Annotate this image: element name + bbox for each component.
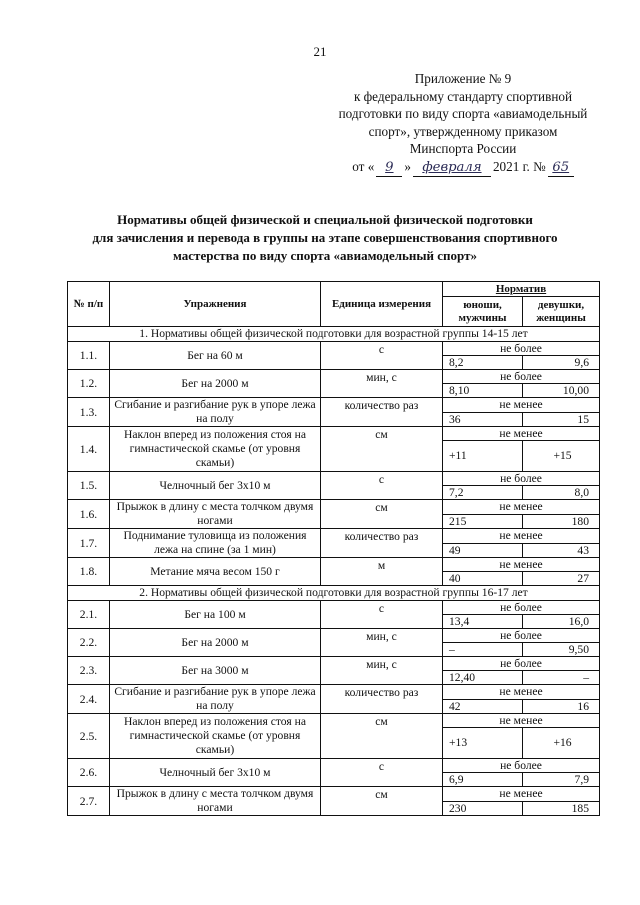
unit-of-measure: мин, с bbox=[321, 629, 443, 657]
table-row bbox=[68, 472, 600, 486]
header-exercise: Упражнения bbox=[110, 282, 321, 327]
norm-girls: 185 bbox=[523, 801, 600, 816]
norm-girls: 27 bbox=[523, 572, 600, 586]
appendix-line: Минспорта России bbox=[409, 141, 517, 156]
row-number: 1.4. bbox=[68, 427, 110, 472]
exercise-name: Бег на 60 м bbox=[110, 342, 321, 370]
row-number: 2.4. bbox=[68, 685, 110, 714]
table-row bbox=[68, 500, 600, 515]
norm-girls: 16,0 bbox=[523, 615, 600, 629]
row-number: 1.1. bbox=[68, 342, 110, 370]
appendix-line: к федеральному стандарту спортивной bbox=[353, 88, 573, 104]
unit-of-measure: количество раз bbox=[321, 398, 443, 427]
norm-boys: +11 bbox=[443, 441, 523, 472]
norm-condition: не менее bbox=[443, 787, 600, 802]
header-girls: девушки, женщины bbox=[523, 297, 600, 327]
row-number: 1.6. bbox=[68, 500, 110, 529]
exercise-name: Прыжок в длину с места толчком двумя ногами bbox=[110, 787, 321, 816]
unit-of-measure: количество раз bbox=[321, 529, 443, 558]
norm-boys: 215 bbox=[443, 514, 523, 529]
norm-boys: 7,2 bbox=[443, 486, 523, 500]
norm-boys: 230 bbox=[443, 801, 523, 816]
norm-boys: – bbox=[443, 643, 523, 657]
table-row bbox=[68, 629, 600, 643]
order-year: 2021 г. № bbox=[492, 158, 546, 174]
norm-boys: 8,2 bbox=[443, 356, 523, 370]
table-row bbox=[68, 685, 600, 700]
date-prefix: от « bbox=[352, 158, 375, 174]
exercise-name: Метание мяча весом 150 г bbox=[110, 558, 321, 586]
norm-girls: – bbox=[523, 671, 600, 685]
unit-of-measure: см bbox=[321, 714, 443, 759]
norm-condition: не более bbox=[443, 657, 600, 671]
table-row bbox=[68, 657, 600, 671]
exercise-name: Бег на 100 м bbox=[110, 601, 321, 629]
norm-condition: не менее bbox=[443, 427, 600, 441]
appendix-line: подготовки по виду спорта «авиамодельный bbox=[338, 106, 588, 121]
header-num: № п/п bbox=[68, 282, 110, 327]
appendix-line: Приложение № 9 bbox=[414, 71, 512, 86]
row-number: 2.2. bbox=[68, 629, 110, 657]
row-number: 1.8. bbox=[68, 558, 110, 586]
norm-boys: 42 bbox=[443, 699, 523, 714]
norm-boys: 36 bbox=[443, 412, 523, 427]
unit-of-measure: с bbox=[321, 759, 443, 787]
table-row bbox=[68, 370, 600, 384]
norm-condition: не более bbox=[443, 759, 600, 773]
norms-table bbox=[67, 281, 600, 816]
table-row bbox=[68, 342, 600, 356]
order-number: 65 bbox=[548, 159, 574, 178]
norm-girls: 16 bbox=[523, 699, 600, 714]
table-row bbox=[68, 787, 600, 802]
norm-girls: 15 bbox=[523, 412, 600, 427]
exercise-name: Бег на 2000 м bbox=[110, 629, 321, 657]
row-number: 2.5. bbox=[68, 714, 110, 759]
table-row bbox=[68, 529, 600, 544]
table-row bbox=[68, 601, 600, 615]
title-line: Нормативы общей физической и специальной физической подготовки bbox=[117, 212, 533, 227]
unit-of-measure: мин, с bbox=[321, 657, 443, 685]
norm-girls: 7,9 bbox=[523, 773, 600, 787]
norm-condition: не более bbox=[443, 601, 600, 615]
table-row bbox=[68, 427, 600, 441]
exercise-name: Поднимание туловища из положения лежа на спине (за 1 мин) bbox=[110, 529, 321, 558]
unit-of-measure: с bbox=[321, 472, 443, 500]
norm-boys: 6,9 bbox=[443, 773, 523, 787]
exercise-name: Бег на 2000 м bbox=[110, 370, 321, 398]
norm-condition: не менее bbox=[443, 500, 600, 515]
appendix-block bbox=[318, 70, 608, 177]
unit-of-measure: см bbox=[321, 500, 443, 529]
norm-boys: 8,10 bbox=[443, 384, 523, 398]
table-row bbox=[68, 714, 600, 728]
unit-of-measure: количество раз bbox=[321, 685, 443, 714]
unit-of-measure: с bbox=[321, 601, 443, 629]
row-number: 2.3. bbox=[68, 657, 110, 685]
section-title: 2. Нормативы общей физической подготовки для возрастной группы 16-17 лет bbox=[68, 586, 600, 601]
row-number: 1.2. bbox=[68, 370, 110, 398]
header-norm: Норматив bbox=[443, 282, 600, 297]
row-number: 1.3. bbox=[68, 398, 110, 427]
norm-condition: не более bbox=[443, 472, 600, 486]
norm-condition: не менее bbox=[443, 558, 600, 572]
norm-girls: 8,0 bbox=[523, 486, 600, 500]
norm-condition: не менее bbox=[443, 685, 600, 700]
title-line: для зачисления и перевода в группы на этапе совершенствования спортивного bbox=[92, 230, 558, 245]
exercise-name: Наклон вперед из положения стоя на гимнастической скамье (от уровня скамьи) bbox=[110, 427, 321, 472]
header-boys: юноши, мужчины bbox=[443, 297, 523, 327]
exercise-name: Челночный бег 3х10 м bbox=[110, 759, 321, 787]
norm-condition: не более bbox=[443, 342, 600, 356]
exercise-name: Челночный бег 3х10 м bbox=[110, 472, 321, 500]
row-number: 1.5. bbox=[68, 472, 110, 500]
order-month: февраля bbox=[413, 159, 491, 178]
row-number: 2.7. bbox=[68, 787, 110, 816]
header-unit: Единица измерения bbox=[321, 282, 443, 327]
exercise-name: Прыжок в длину с места толчком двумя ногами bbox=[110, 500, 321, 529]
exercise-name: Сгибание и разгибание рук в упоре лежа на полу bbox=[110, 685, 321, 714]
norm-boys: 49 bbox=[443, 543, 523, 558]
row-number: 1.7. bbox=[68, 529, 110, 558]
norm-boys: 40 bbox=[443, 572, 523, 586]
norm-boys: +13 bbox=[443, 728, 523, 759]
exercise-name: Бег на 3000 м bbox=[110, 657, 321, 685]
unit-of-measure: мин, с bbox=[321, 370, 443, 398]
order-day: 9 bbox=[376, 159, 402, 178]
title-line: мастерства по виду спорта «авиамодельный спорт» bbox=[173, 248, 477, 263]
unit-of-measure: см bbox=[321, 787, 443, 816]
norm-condition: не менее bbox=[443, 714, 600, 728]
document-title bbox=[40, 211, 610, 265]
norm-girls: +15 bbox=[523, 441, 600, 472]
page-number: 21 bbox=[313, 44, 327, 59]
norm-condition: не менее bbox=[443, 529, 600, 544]
norm-girls: +16 bbox=[523, 728, 600, 759]
exercise-name: Наклон вперед из положения стоя на гимнастической скамье (от уровня скамьи) bbox=[110, 714, 321, 759]
norm-condition: не более bbox=[443, 629, 600, 643]
norm-girls: 9,50 bbox=[523, 643, 600, 657]
norm-girls: 9,6 bbox=[523, 356, 600, 370]
table-row bbox=[68, 759, 600, 773]
section-title: 1. Нормативы общей физической подготовки для возрастной группы 14-15 лет bbox=[68, 327, 600, 342]
table-row bbox=[68, 558, 600, 572]
row-number: 2.1. bbox=[68, 601, 110, 629]
unit-of-measure: см bbox=[321, 427, 443, 472]
unit-of-measure: с bbox=[321, 342, 443, 370]
table-row bbox=[68, 398, 600, 413]
norm-boys: 13,4 bbox=[443, 615, 523, 629]
norm-boys: 12,40 bbox=[443, 671, 523, 685]
norm-condition: не более bbox=[443, 370, 600, 384]
norm-condition: не менее bbox=[443, 398, 600, 413]
norm-girls: 43 bbox=[523, 543, 600, 558]
exercise-name: Сгибание и разгибание рук в упоре лежа на полу bbox=[110, 398, 321, 427]
order-date-line bbox=[318, 158, 608, 178]
unit-of-measure: м bbox=[321, 558, 443, 586]
row-number: 2.6. bbox=[68, 759, 110, 787]
date-mid: » bbox=[404, 158, 411, 174]
appendix-line: спорт», утвержденному приказом bbox=[368, 123, 558, 139]
norm-girls: 180 bbox=[523, 514, 600, 529]
norm-girls: 10,00 bbox=[523, 384, 600, 398]
